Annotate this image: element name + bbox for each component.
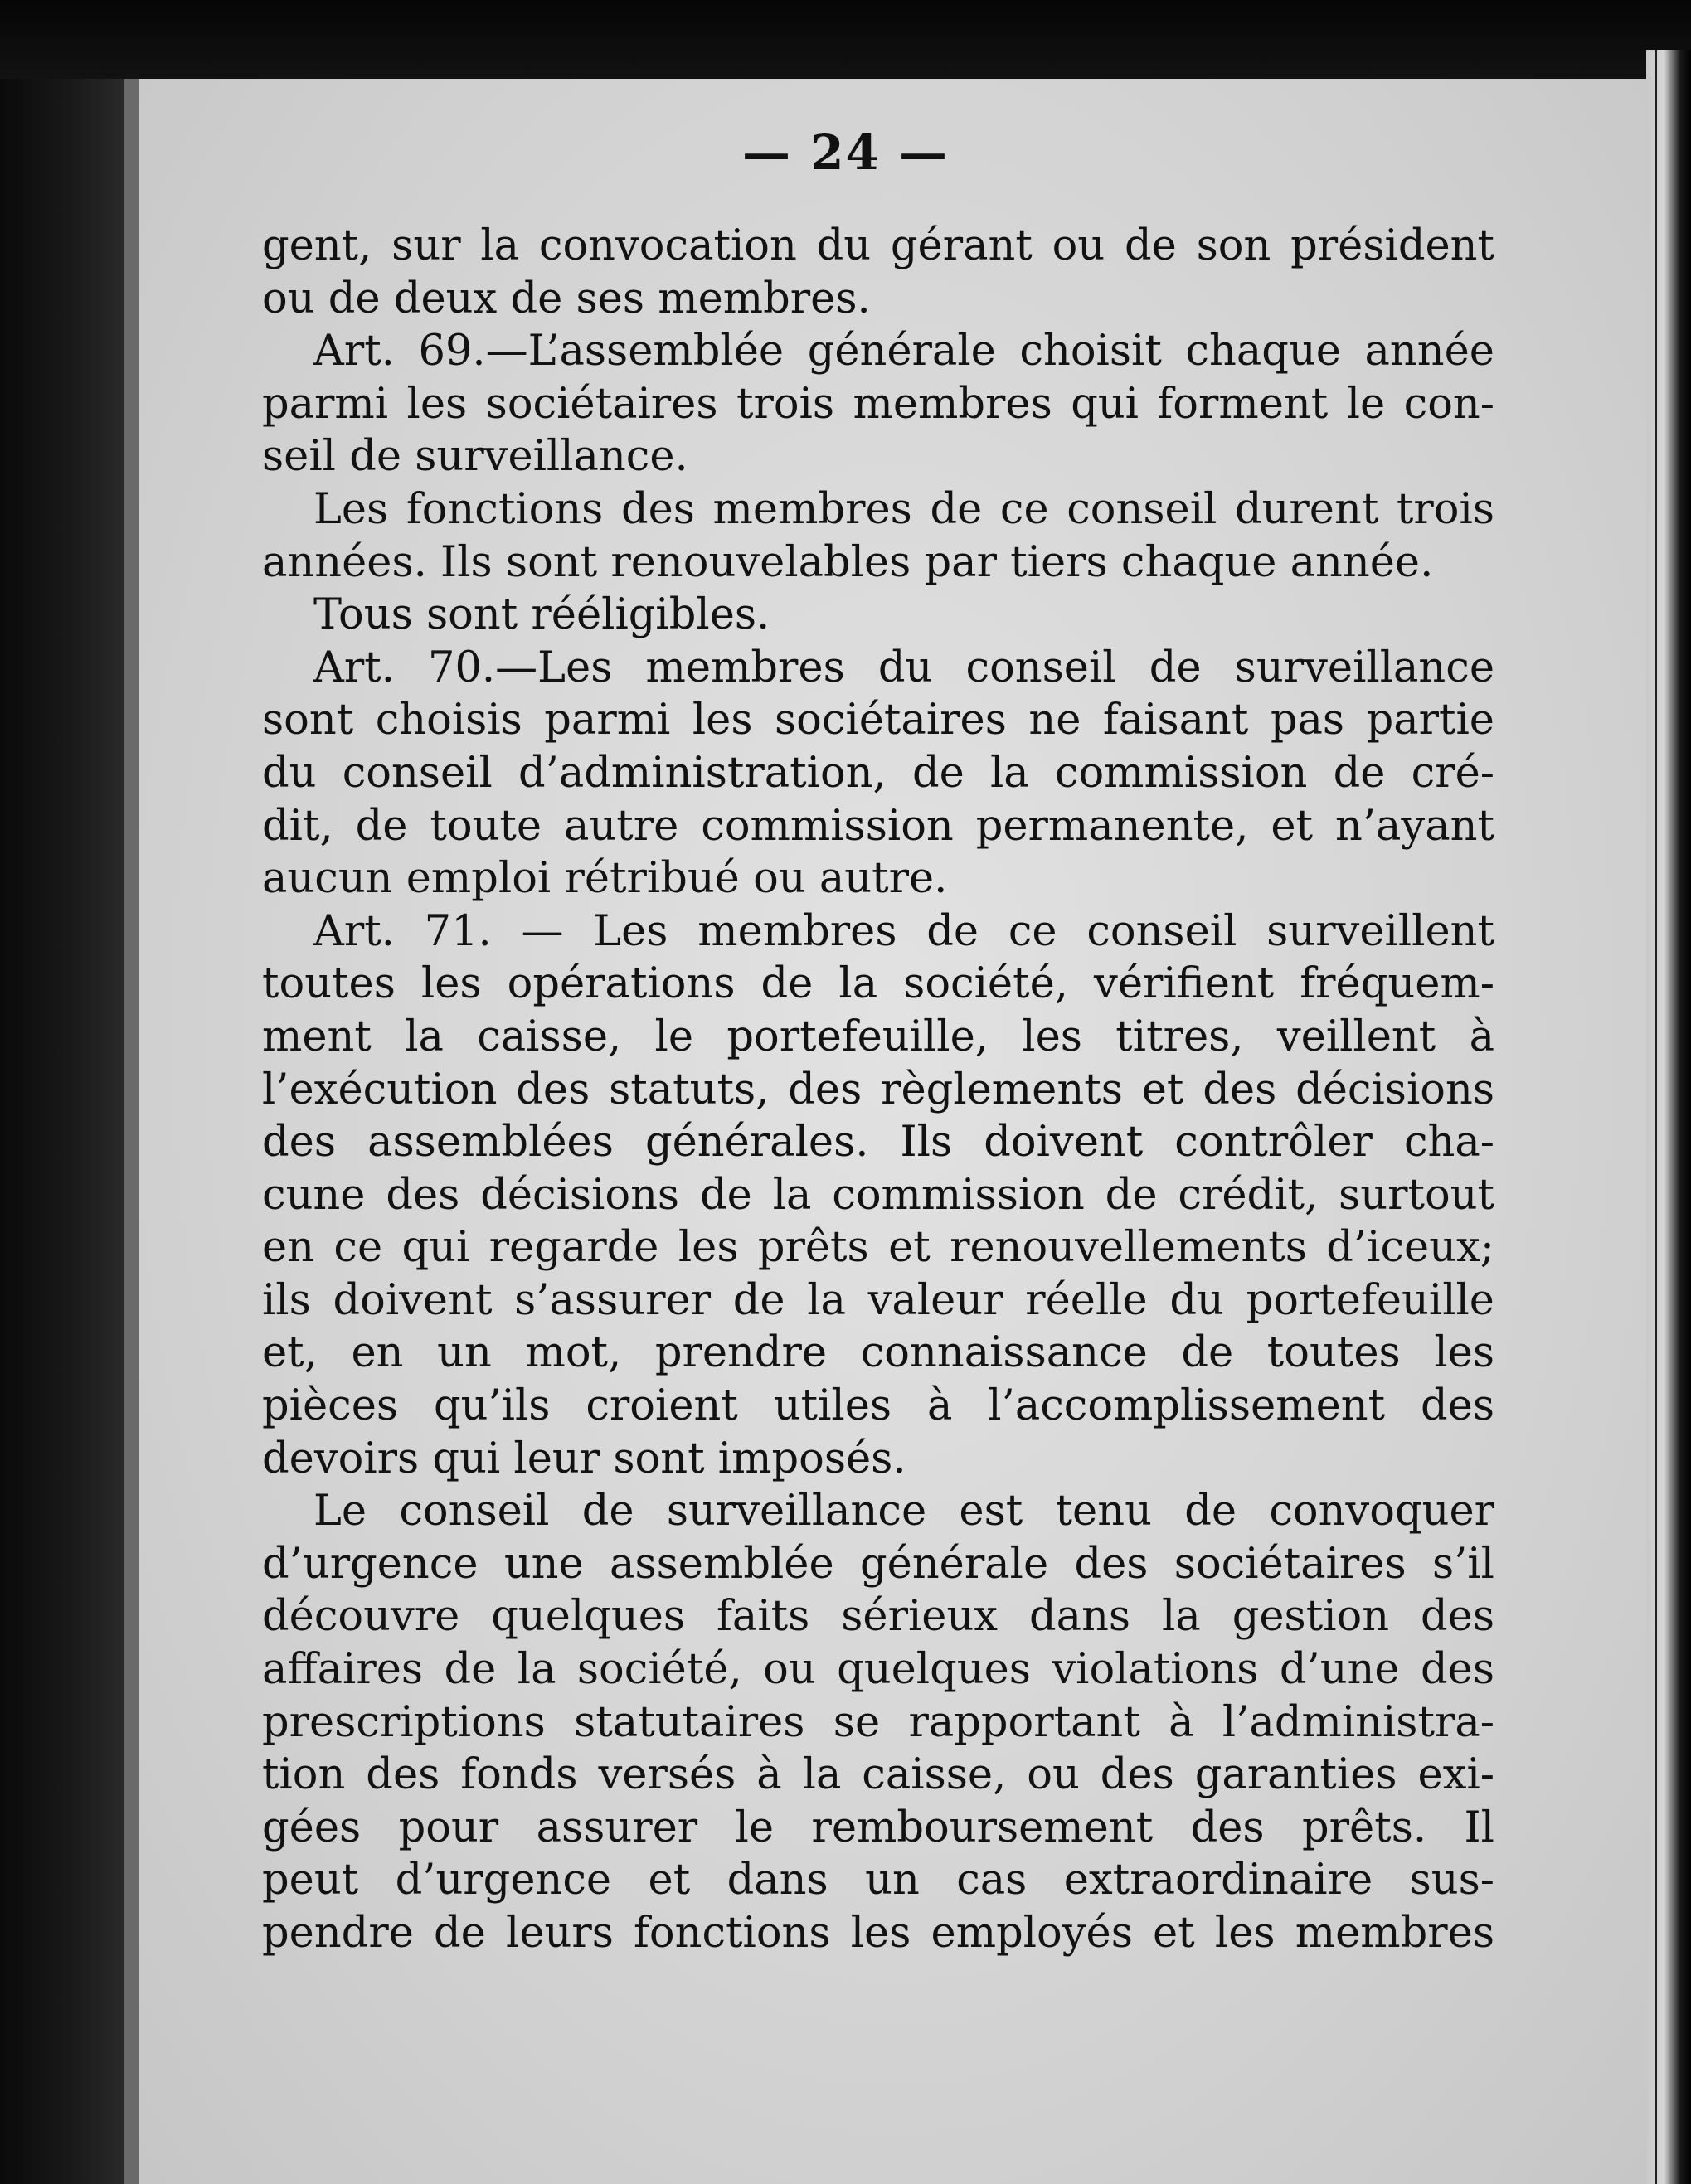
text-line: gent, sur la convocation du gérant ou de son président (262, 221, 1494, 270)
scan-left-margin (0, 79, 124, 2184)
text-line: années. Ils sont renouvelables par tiers chaque année. (262, 537, 1434, 587)
text-line: ment la caisse, le portefeuille, les titres, veillent à (262, 1012, 1494, 1061)
text-line: seil de surveillance. (262, 432, 688, 482)
page-number: — 24 — (741, 124, 950, 181)
text-line: et, en un mot, prendre connaissance de toutes les (262, 1328, 1494, 1378)
text-line: cune des décisions de la commission de crédit, surtout (262, 1170, 1494, 1220)
text-line: pièces qu’ils croient utiles à l’accomplissement des (262, 1381, 1494, 1431)
text-line: ils doivent s’assurer de la valeur réelle du portefeuille (262, 1275, 1494, 1325)
text-line: aucun emploi rétribué ou autre. (262, 854, 948, 904)
text-line: Les fonctions des membres de ce conseil durent trois (313, 484, 1494, 534)
text-line: Tous sont rééligibles. (313, 590, 770, 640)
text-line: peut d’urgence et dans un cas extraordinaire sus- (262, 1856, 1494, 1905)
text-line: en ce qui regarde les prêts et renouvellements d’iceux; (262, 1223, 1494, 1273)
page-edge-line (1655, 50, 1657, 2184)
text-line: du conseil d’administration, de la commission de cré- (262, 748, 1494, 798)
text-line: dit, de toute autre commission permanente, et n’ayant (262, 801, 1494, 851)
text-line: toutes les opérations de la société, vérifient fréquem- (262, 959, 1494, 1009)
body-text (262, 220, 1494, 1960)
scan-right-edge (1646, 50, 1691, 2184)
text-line: tion des fonds versés à la caisse, ou des garanties exi- (262, 1750, 1494, 1800)
text-line: affaires de la société, ou quelques violations d’une des (262, 1645, 1494, 1695)
text-line: d’urgence une assemblée générale des sociétaires s’il (262, 1539, 1494, 1589)
text-line: pendre de leurs fonctions les employés et les membres (262, 1909, 1494, 1958)
text-line: ou de deux de ses membres. (262, 274, 871, 323)
text-line: des assemblées générales. Ils doivent contrôler cha- (262, 1118, 1494, 1167)
text-line: sont choisis parmi les sociétaires ne faisant pas partie (262, 696, 1494, 745)
text-line: Art. 69.—L’assemblée générale choisit chaque année (313, 327, 1494, 376)
text-line: Le conseil de surveillance est tenu de convoquer (313, 1487, 1494, 1536)
text-line: découvre quelques faits sérieux dans la gestion des (262, 1592, 1494, 1642)
text-line: prescriptions statutaires se rapportant à l’administra- (262, 1697, 1494, 1747)
text-line: parmi les sociétaires trois membres qui forment le con- (262, 379, 1494, 429)
scan-top-border (0, 0, 1691, 79)
text-line: devoirs qui leur sont imposés. (262, 1434, 906, 1483)
text-line: Art. 70.—Les membres du conseil de surveillance (313, 643, 1494, 692)
text-line: Art. 71. — Les membres de ce conseil surveillent (313, 906, 1494, 956)
text-line: l’exécution des statuts, des règlements et des décisions (262, 1065, 1494, 1114)
text-line: gées pour assurer le remboursement des prêts. Il (262, 1803, 1494, 1852)
